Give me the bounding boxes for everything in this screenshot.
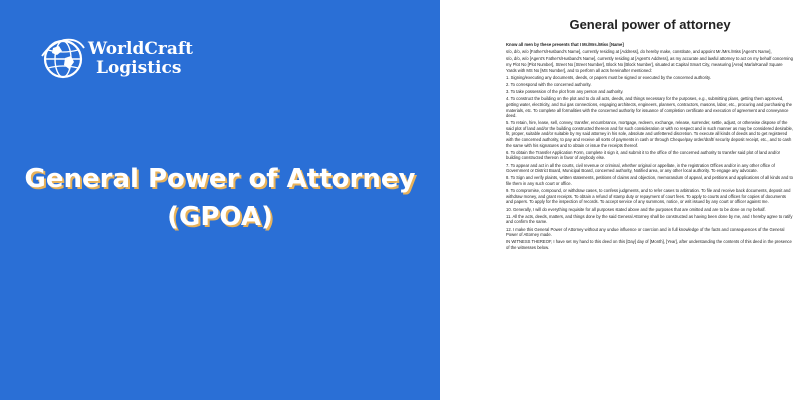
document-paragraph: 4. To construct the building on the plot and to do all acts, deeds, and things necessary for the purposes, e.g., submitting plans, getting them approved, getting water, electricity, and Sui gas connections, engaging architects, engineers, planners, contractors, masons, labor, etc., procuring and purchasing the materials, etc. To complete all formalities with the concerned authority for issuance of completion certificate and execution of agreement and conveyance deed.: [506, 96, 792, 119]
document-paragraph: 1. Signing/executing any documents, deeds, or papers must be signed or executed by the concerned authority.: [506, 74, 712, 80]
document-paragraph: 6. To obtain the Transfer Application Form, complete it sign it, and submit it to the office of the concerned authority to transfer said plot of land and/or building constructed thereon in favor of anybody else.: [506, 149, 781, 161]
document-paragraph: 5. To retain, hire, lease, sell, convey, transfer, encumbrance, mortgage, redeem, exchange, release, surrender, settle, adjust, or otherwise dispose of the said plot of land and/or the building constructed thereon and for such consideration or with no respect and in such manner as may be considered desirable, fit, proper, suitable and/or suitable by my said attorney in his sole, absolute and unfettered discretion. To execute all kinds of deeds and to get registered with the concerned authority, to pay and receive all sorts of payments in cash or through Cheque/pay order/draft/ security deposit receipt, etc., and to cash the same with his signatures and to obtain or issue the receipts thereof.: [506, 120, 794, 148]
document-preview: [500, 0, 800, 400]
document-paragraph: Know all men by these presents that I Mr./Mrs./Miss [Name]: [506, 42, 624, 47]
document-paragraph: 10. Generally, I will do everything requisite for all purposes stated above and the purposes that are omitted and are to be done on my behalf.: [506, 206, 766, 212]
brand-line2: Logistics: [96, 58, 182, 78]
brand-line1: WorldCraft: [88, 39, 194, 59]
document-paragraph: 8. To Sign and verify plaints, written statements, petitions of claims and objection, memorandum of appeal, and petitions and applications of all kinds and to file them in any such court or office.: [506, 175, 793, 186]
document-paragraph: 9. To compromise, compound, or withdraw cases, to confess judgments, and to refer cases to arbitration. To file and receive back documents, deposit and withdraw money, and grant receipts. To obtain a refund of stamp duty or repayment of court fees. To apply to courts and offices for copies of documents and papers. To apply for the inspection of records. To accept service of any summons, notice, or writ issued by any court or officer against me.: [506, 188, 791, 205]
brand-name: [88, 40, 193, 78]
headline-line1: General Power of Attorney: [24, 164, 416, 194]
globe-icon: [40, 36, 86, 82]
document-title: General power of attorney: [569, 17, 731, 32]
document-paragraph: 7. To appear and act in all the courts, civil revenue or criminal, whether original or appellate, in the registration Offices and/or in any other office of Government or District Board, Municipal Board, concerned authority, Notified area, or any other local authority. To engage any advocate.: [506, 162, 775, 174]
document-paragraph: IN WITNESS THEREOF, I have set my hand to this deed on this [Day] day of [Month], [Year], after understanding the contents of this deed in the presence of the witnesses below.: [506, 239, 792, 250]
headline: [0, 160, 440, 236]
document-paragraph: 3. To take possession of the plot from any person and authority.: [506, 89, 624, 95]
document-body: [500, 42, 800, 251]
document-paragraph: s/o, d/o, w/o [Father's/Husband's Name], currently residing at [Address], do hereby make, constitute, and appoint Mr./Mrs./Miss [Agent's Name],: [506, 49, 772, 55]
document-paragraph: 2. To correspond with the concerned authority.: [506, 81, 592, 87]
brand-logo: [40, 36, 193, 82]
document-paragraph: 12. I make this General Power of Attorney without any undue influence or coercion and in full knowledge of the facts and consequences of the General Power of Attorney made.: [506, 226, 785, 238]
document-paragraph: s/o, d/o, w/o [Agent's Father's/Husband's Name], currently residing at [Agent's Address], as my accurate and lawful attorney to act on my behalf concerning my Plot No [Plot Number], Street No [Street Number], Block No [Block Number], situated at Capital Smart City, measuring [Area] Marla/Kanal/ Square Yards with MS No [MS Number], and to perform all acts hereinafter mentioned:: [506, 56, 793, 73]
headline-line2: (GPOA): [167, 202, 273, 232]
document-paragraph: 11. All the acts, deeds, matters, and things done by the said General Attorney shall be constructed as having been done by me, and I hereby agree to ratify and confirm the same.: [506, 213, 793, 225]
